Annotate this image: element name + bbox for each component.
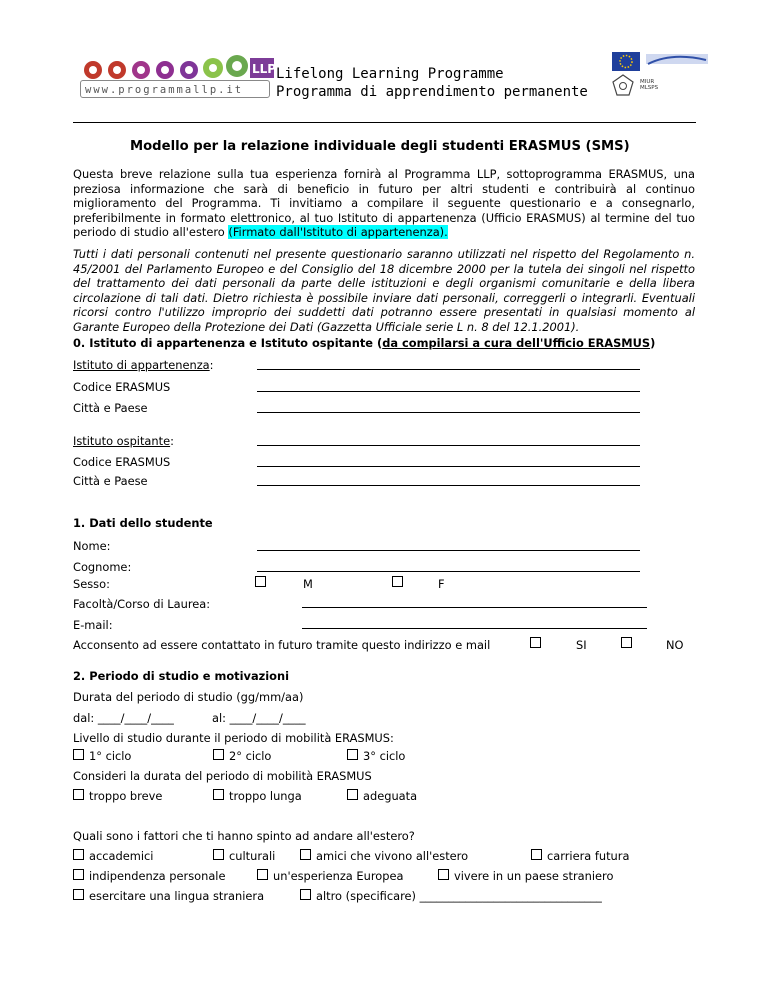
label-m: M <box>303 577 313 591</box>
label-adeguata: adeguata <box>363 789 418 803</box>
field-facolta[interactable] <box>302 607 647 608</box>
llp-mark: LLP <box>252 62 277 76</box>
checkbox-ciclo2[interactable] <box>213 749 224 760</box>
llp-url: www.programmallp.it <box>80 80 270 98</box>
label-codice-erasmus-app: Codice ERASMUS <box>73 380 171 394</box>
label-ciclo3: 3° ciclo <box>363 749 406 763</box>
label-consenso: Acconsento ad essere contattato in futuro tramite questo indirizzo e mail <box>73 638 491 652</box>
checkbox-adeguata[interactable] <box>347 789 358 800</box>
label-accademici: accademici <box>89 849 154 863</box>
label-indipendenza: indipendenza personale <box>89 869 226 883</box>
field-al[interactable]: al: ____/____/____ <box>212 711 306 725</box>
label-amici: amici che vivono all'estero <box>316 849 469 863</box>
label-cognome: Cognome: <box>73 560 132 574</box>
checkbox-troppo-breve[interactable] <box>73 789 84 800</box>
page-title: Modello per la relazione individuale degli studenti ERASMUS (SMS) <box>130 139 630 154</box>
label-istituto-ospitante: Istituto ospitante: <box>73 434 174 448</box>
field-email[interactable] <box>302 628 647 629</box>
label-citta-app: Città e Paese <box>73 401 148 415</box>
italian-emblem-icon <box>612 74 634 98</box>
section2-title: 2. Periodo di studio e motivazioni <box>73 669 290 683</box>
label-citta-osp: Città e Paese <box>73 474 148 488</box>
checkbox-esperienza[interactable] <box>257 869 268 880</box>
label-istituto-appartenenza: Istituto di appartenenza: <box>73 358 214 372</box>
field-istituto-appartenenza[interactable] <box>257 369 640 370</box>
section0-title: 0. Istituto di appartenenza e Istituto ospitante (da compilarsi a cura dell'Ufficio ERASMUS) <box>73 336 656 350</box>
privacy-paragraph: Tutti i dati personali contenuti nel presente questionario saranno utilizzati nel rispetto del Regolamento n. 45/2001 del Parlamento Europeo e del Consiglio del 18 dicembre 2000 per la tutela dei singoli nel rispetto del trattamento dei dati personali da parte delle istituzioni e degli organismi comunitarie e della libera circolazione di tali dati. Dietro richiesta è possibile inviare dati personali, correggerli o integrarli. Eventuali ricorsi contro l'utilizzo improprio dei suddetti dati potranno essere presentati in qualsiasi momento al Garante Europeo della Protezione dei Dati (Gazzetta Ufficiale serie L n. 8 del 12.1.2001). <box>73 247 695 334</box>
label-troppo-breve: troppo breve <box>89 789 163 803</box>
checkbox-carriera[interactable] <box>531 849 542 860</box>
checkbox-lingua[interactable] <box>73 889 84 900</box>
label-sesso: Sesso: <box>73 577 110 591</box>
miur-label: MIUR MLSPS <box>640 79 659 91</box>
label-fattori: Quali sono i fattori che ti hanno spinto ad andare all'estero? <box>73 829 415 843</box>
label-codice-erasmus-osp: Codice ERASMUS <box>73 455 171 469</box>
checkbox-troppo-lunga[interactable] <box>213 789 224 800</box>
label-ciclo2: 2° ciclo <box>229 749 272 763</box>
field-codice-erasmus-app[interactable] <box>257 391 640 392</box>
label-troppo-lunga: troppo lunga <box>229 789 302 803</box>
checkbox-amici[interactable] <box>300 849 311 860</box>
label-carriera: carriera futura <box>547 849 630 863</box>
field-citta-osp[interactable] <box>257 485 640 486</box>
checkbox-ciclo1[interactable] <box>73 749 84 760</box>
checkbox-altro[interactable] <box>300 889 311 900</box>
header-title-en: Lifelong Learning Programme <box>276 66 504 82</box>
intro-paragraph: Questa breve relazione sulla tua esperienza fornirà al Programma LLP, sottoprogramma ERASMUS, una preziosa informazione che sarà di beneficio in futuro per altri studenti e contribuirà al continuo miglioramento del Programma. Ti invitiamo a compilare il seguente questionario e a consegnarlo, preferibilmente in formato elettronico, al tuo Istituto di appartenenza (Ufficio ERASMUS) al termine del tuo periodo di studio all'estero (Firmato dall'Istituto di appartenenza). <box>73 167 695 240</box>
eu-flag-icon <box>612 50 712 74</box>
field-dal[interactable]: dal: ____/____/____ <box>73 711 174 725</box>
label-si: SI <box>576 638 587 652</box>
checkbox-vivere[interactable] <box>438 869 449 880</box>
section1-title: 1. Dati dello studente <box>73 516 213 530</box>
label-culturali: culturali <box>229 849 276 863</box>
field-codice-erasmus-osp[interactable] <box>257 466 640 467</box>
checkbox-sesso-m[interactable] <box>255 576 266 587</box>
label-lingua: esercitare una lingua straniera <box>89 889 265 903</box>
label-durata: Durata del periodo di studio (gg/mm/aa) <box>73 690 304 704</box>
label-esperienza: un'esperienza Europea <box>273 869 404 883</box>
label-no: NO <box>666 638 684 652</box>
header-title-it: Programma di apprendimento permanente <box>276 84 588 100</box>
label-f: F <box>438 577 445 591</box>
field-cognome[interactable] <box>257 571 640 572</box>
field-citta-app[interactable] <box>257 412 640 413</box>
label-email: E-mail: <box>73 618 113 632</box>
checkbox-ciclo3[interactable] <box>347 749 358 760</box>
checkbox-consenso-no[interactable] <box>621 637 632 648</box>
label-nome: Nome: <box>73 539 111 553</box>
checkbox-accademici[interactable] <box>73 849 84 860</box>
checkbox-consenso-si[interactable] <box>530 637 541 648</box>
label-vivere: vivere in un paese straniero <box>454 869 614 883</box>
label-ciclo1: 1° ciclo <box>89 749 132 763</box>
checkbox-culturali[interactable] <box>213 849 224 860</box>
label-facolta: Facoltà/Corso di Laurea: <box>73 597 211 611</box>
label-consideri: Consideri la durata del periodo di mobilità ERASMUS <box>73 769 372 783</box>
field-nome[interactable] <box>257 550 640 551</box>
field-altro[interactable]: altro (specificare) ________________________________ <box>316 889 602 903</box>
llp-logo-swirls <box>80 44 276 80</box>
header-divider <box>73 122 696 123</box>
checkbox-sesso-f[interactable] <box>392 576 403 587</box>
intro-highlight: (Firmato dall'Istituto di appartenenza). <box>228 225 448 240</box>
label-livello: Livello di studio durante il periodo di mobilità ERASMUS: <box>73 731 394 745</box>
checkbox-indipendenza[interactable] <box>73 869 84 880</box>
field-istituto-ospitante[interactable] <box>257 445 640 446</box>
